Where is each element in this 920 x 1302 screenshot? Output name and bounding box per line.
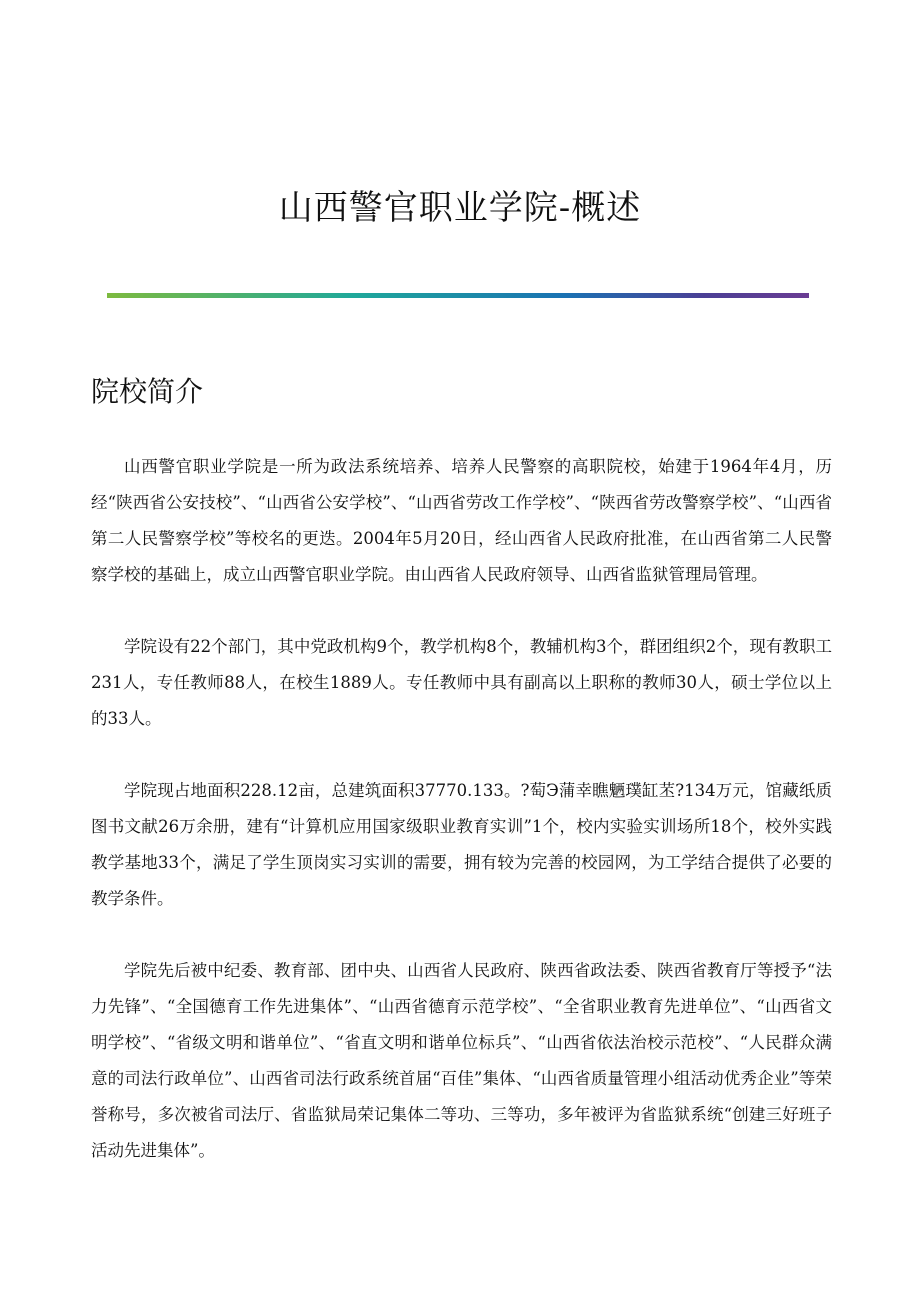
section-heading: 院校简介 <box>91 375 204 408</box>
title-divider <box>107 293 809 298</box>
body-content <box>91 449 832 1169</box>
paragraph-intro: 山西警官职业学院是一所为政法系统培养、培养人民警察的高职院校，始建于1964年4月，历经“陕西省公安技校”、“山西省公安学校”、“山西省劳改工作学校”、“陕西省劳改警察学校”、“山西省第二人民警察学校”等校名的更迭。2004年5月20日，经山西省人民政府批准，在山西省第二人民警察学校的基础上，成立山西警官职业学院。由山西省人民政府领导、山西省监狱管理局管理。 <box>91 457 832 584</box>
page-title: 山西警官职业学院-概述 <box>278 188 642 228</box>
paragraph-honors: 学院先后被中纪委、教育部、团中央、山西省人民政府、陕西省政法委、陕西省教育厅等授予“法力先锋”、“全国德育工作先进集体”、“山西省德育示范学校”、“全省职业教育先进单位”、“山西省文明学校”、“省级文明和谐单位”、“省直文明和谐单位标兵”、“山西省依法治校示范校”、“人民群众满意的司法行政单位”、山西省司法行政系统首届“百佳”集体、“山西省质量管理小组活动优秀企业”等荣誉称号，多次被省司法厅、省监狱局荣记集体二等功、三等功，多年被评为省监狱系统“创建三好班子活动先进集体”。 <box>91 961 832 1160</box>
paragraph-facilities: 学院现占地面积228.12亩，总建筑面积37770.133。?萄Э蒲幸瞧魉璞缸苤?134万元，馆藏纸质图书文献26万余册，建有“计算机应用国家级职业教育实训”1个，校内实验实训场所18个，校外实践教学基地33个，满足了学生顶岗实习实训的需要，拥有较为完善的校园网，为工学结合提供了必要的教学条件。 <box>91 781 832 908</box>
paragraph-departments: 学院设有22个部门，其中党政机构9个，教学机构8个，教辅机构3个，群团组织2个，现有教职工231人，专任教师88人，在校生1889人。专任教师中具有副高以上职称的教师30人，硕士学位以上的33人。 <box>91 637 832 728</box>
